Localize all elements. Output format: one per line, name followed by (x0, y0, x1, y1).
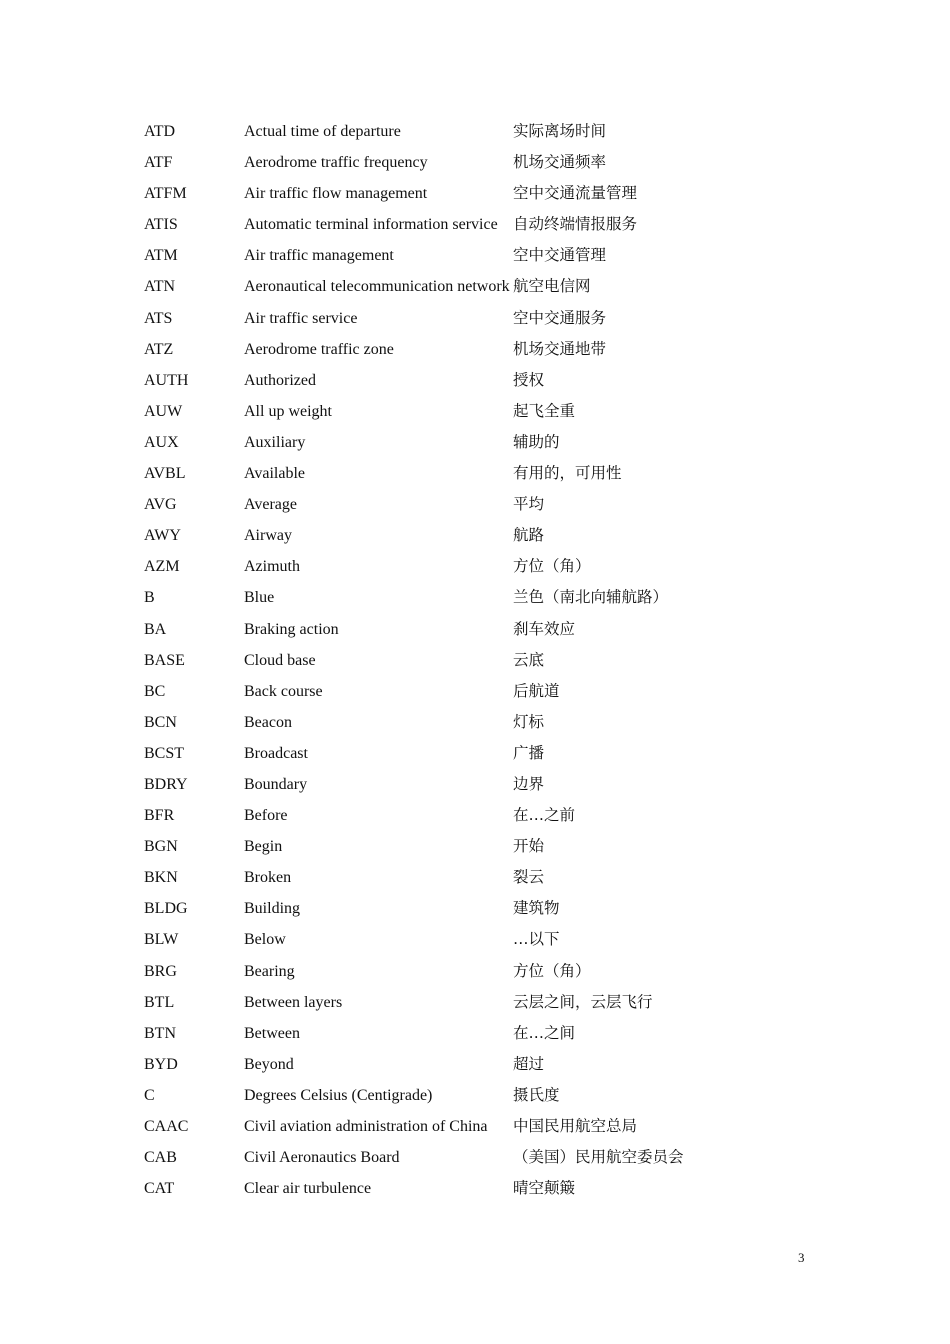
english-term: Azimuth (244, 558, 300, 576)
chinese-term: 有用的，可用性 (513, 464, 622, 483)
english-term: Automatic terminal information service (244, 216, 498, 234)
abbreviation: ATFM (144, 185, 187, 203)
english-term: Before (244, 807, 288, 825)
english-term: Boundary (244, 775, 308, 793)
chinese-term: 广播 (513, 743, 545, 762)
glossary-row (144, 1142, 784, 1173)
chinese-term: 空中交通管理 (513, 246, 607, 265)
glossary-row (144, 956, 784, 987)
english-term: Actual time of departure (244, 123, 401, 140)
abbreviation: BASE (144, 651, 185, 669)
chinese-term: 在…之前 (513, 806, 576, 825)
abbreviation: AVBL (144, 465, 186, 483)
abbreviation: AZM (144, 558, 180, 576)
glossary-row (144, 520, 784, 551)
chinese-term: 云层之间，云层飞行 (513, 992, 653, 1011)
abbreviation: ATIS (144, 216, 178, 234)
page-number: 3 (798, 1250, 805, 1265)
glossary-row (144, 800, 784, 831)
abbreviation: ATN (144, 278, 176, 296)
abbreviation: BLDG (144, 900, 188, 918)
abbreviation: ATZ (144, 340, 174, 358)
english-term: Aerodrome traffic frequency (244, 154, 428, 172)
glossary-row (144, 831, 784, 862)
abbreviation: BRG (144, 962, 177, 980)
glossary-row (144, 147, 784, 178)
abbreviation: ATS (144, 309, 173, 327)
english-term: Average (244, 496, 297, 514)
chinese-term: 机场交通频率 (513, 153, 607, 172)
glossary-row (144, 365, 784, 396)
english-term: Back course (244, 682, 323, 700)
glossary-row (144, 396, 784, 427)
english-term: Available (244, 465, 306, 483)
chinese-term: 空中交通流量管理 (513, 184, 638, 203)
abbreviation: BGN (144, 838, 178, 856)
glossary-row (144, 209, 784, 240)
abbreviation: C (144, 1086, 155, 1104)
abbreviation: ATF (144, 154, 173, 172)
abbreviation: CAB (144, 1149, 177, 1167)
english-term: Blue (244, 589, 275, 607)
glossary-row (144, 116, 784, 147)
glossary-row (144, 1049, 784, 1080)
abbreviation: AVG (144, 496, 177, 514)
abbreviation: CAAC (144, 1118, 189, 1135)
glossary-row (144, 862, 784, 893)
chinese-term: 在…之间 (513, 1023, 576, 1042)
abbreviation: AUW (144, 402, 183, 420)
abbreviation: BFR (144, 807, 175, 825)
glossary-row (144, 1111, 784, 1142)
english-term: Civil Aeronautics Board (244, 1149, 400, 1167)
english-term: Broken (244, 869, 292, 887)
glossary-row (144, 582, 784, 613)
english-term: Between (244, 1024, 300, 1042)
chinese-term: 兰色（南北向辅航路） (513, 588, 669, 607)
chinese-term: 平均 (513, 495, 545, 514)
chinese-term: …以下 (513, 930, 560, 949)
english-term: Air traffic management (244, 247, 394, 265)
chinese-term: 方位（角） (513, 557, 591, 576)
glossary-row (144, 334, 784, 365)
glossary-row (144, 645, 784, 676)
glossary-row (144, 1080, 784, 1111)
abbreviation: BKN (144, 869, 178, 887)
chinese-term: 航路 (513, 526, 545, 545)
glossary-row (144, 427, 784, 458)
chinese-term: 灯标 (513, 712, 545, 731)
english-term: Aeronautical telecommunication network (244, 278, 510, 296)
abbreviation: AUX (144, 433, 179, 451)
glossary-row (144, 738, 784, 769)
glossary-row (144, 271, 784, 302)
glossary-row (144, 924, 784, 955)
abbreviation: BCN (144, 713, 177, 731)
glossary-row (144, 489, 784, 520)
abbreviation: BLW (144, 931, 179, 949)
abbreviation: AUTH (144, 371, 189, 389)
english-term: Braking action (244, 620, 339, 638)
english-term: Beacon (244, 713, 292, 731)
english-term: Building (244, 900, 301, 918)
glossary-row (144, 551, 784, 582)
chinese-term: 建筑物 (513, 899, 560, 918)
english-term: Clear air turbulence (244, 1180, 372, 1198)
english-term: Bearing (244, 962, 295, 980)
english-term: Airway (244, 527, 292, 545)
chinese-term: 裂云 (513, 868, 545, 887)
english-term: Civil aviation administration of China (244, 1118, 488, 1135)
abbreviation: BCST (144, 744, 185, 762)
glossary-row (144, 707, 784, 738)
glossary-row (144, 614, 784, 645)
chinese-term: 刹车效应 (513, 619, 576, 638)
english-term: Cloud base (244, 651, 316, 669)
abbreviation: BTN (144, 1024, 176, 1042)
abbreviation: BYD (144, 1055, 178, 1073)
glossary-row (144, 893, 784, 924)
english-term: Authorized (244, 371, 316, 389)
english-term: Aerodrome traffic zone (244, 340, 394, 358)
chinese-term: 中国民用航空总局 (513, 1117, 638, 1135)
glossary-row (144, 178, 784, 209)
chinese-term: 自动终端情报服务 (513, 215, 638, 234)
abbreviation: B (144, 589, 155, 607)
glossary-row (144, 458, 784, 489)
english-term: All up weight (244, 402, 332, 420)
glossary-row (144, 769, 784, 800)
glossary-row (144, 987, 784, 1018)
glossary-row (144, 303, 784, 334)
english-term: Below (244, 931, 286, 949)
abbreviation: AWY (144, 527, 181, 545)
english-term: Broadcast (244, 744, 308, 762)
chinese-term: 空中交通服务 (513, 308, 607, 327)
chinese-term: 航空电信网 (513, 277, 591, 296)
chinese-term: 云底 (513, 650, 545, 669)
english-term: Auxiliary (244, 433, 306, 451)
glossary-row (144, 240, 784, 271)
abbreviation: ATD (144, 123, 176, 140)
chinese-term: 授权 (513, 370, 545, 389)
english-term: Air traffic service (244, 309, 358, 327)
abbreviation: BDRY (144, 775, 188, 793)
chinese-term: 机场交通地带 (513, 339, 607, 358)
chinese-term: 起飞全重 (513, 401, 576, 420)
chinese-term: 方位（角） (513, 961, 591, 980)
abbreviation: BTL (144, 993, 175, 1011)
chinese-term: 摄氏度 (513, 1085, 560, 1104)
chinese-term: 实际离场时间 (513, 122, 607, 140)
english-term: Air traffic flow management (244, 185, 428, 203)
english-term: Beyond (244, 1055, 294, 1073)
chinese-term: 晴空颠簸 (513, 1179, 576, 1198)
chinese-term: 开始 (513, 837, 545, 856)
abbreviation: CAT (144, 1180, 175, 1198)
chinese-term: 后航道 (513, 681, 560, 700)
abbreviation: BA (144, 620, 167, 638)
chinese-term: （美国）民用航空委员会 (513, 1148, 684, 1167)
english-term: Begin (244, 838, 283, 856)
english-term: Degrees Celsius (Centigrade) (244, 1086, 433, 1104)
abbreviation-list (144, 116, 784, 1204)
glossary-row (144, 676, 784, 707)
abbreviation: BC (144, 682, 166, 700)
glossary-row (144, 1173, 784, 1204)
chinese-term: 辅助的 (513, 432, 560, 451)
english-term: Between layers (244, 993, 343, 1011)
glossary-row (144, 1018, 784, 1049)
chinese-term: 超过 (513, 1054, 545, 1073)
chinese-term: 边界 (513, 774, 545, 793)
abbreviation: ATM (144, 247, 178, 265)
